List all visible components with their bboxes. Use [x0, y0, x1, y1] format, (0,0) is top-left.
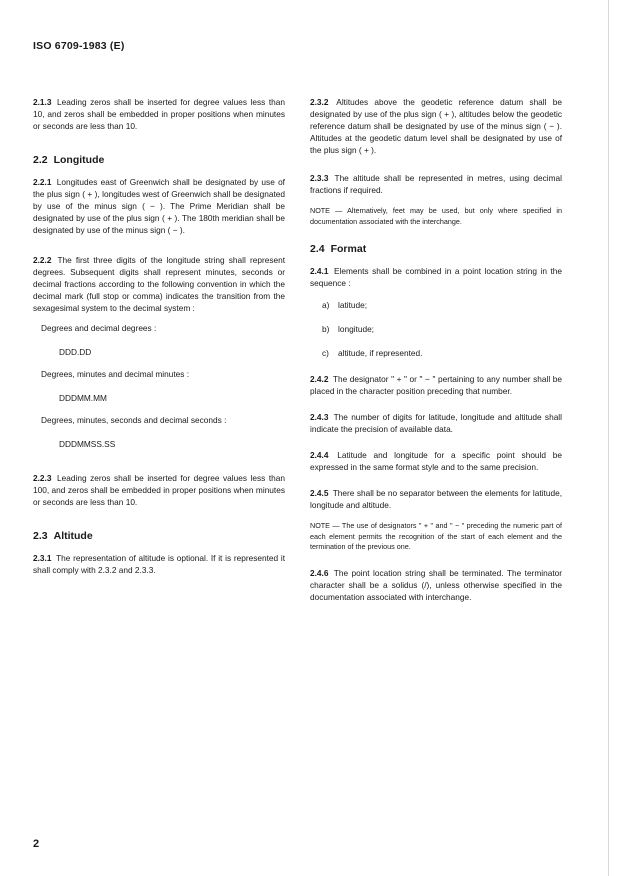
clause-2-4-2: 2.4.2 The designator " + " or " − " pertaining to any number shall be placed in the character position preceding that number.: [310, 374, 563, 396]
clause-2-2-2: 2.2.2 The first three digits of the longitude string shall represent degrees. Subsequent digits shall represent minutes, seconds or decimal fractions according to the following convention in which the decimal mark (full stop or comma) indicates the transition from the sexagesimal system to the decimal system :: [33, 255, 286, 313]
clause-2-4-3: 2.4.3 The number of digits for latitude, longitude and altitude shall indicate the precision of available data.: [310, 412, 562, 434]
format-pattern: DDD.DD: [59, 347, 92, 357]
format-label: Degrees, minutes and decimal minutes :: [41, 369, 190, 379]
format-label: Degrees and decimal degrees :: [41, 323, 157, 333]
format-label: Degrees, minutes, seconds and decimal seconds :: [41, 415, 227, 425]
section-heading-longitude: 2.2 Longitude: [33, 154, 105, 166]
note-feet: NOTE — Alternatively, feet may be used, but only where specified in documentation associated with the interchange.: [310, 206, 562, 226]
document-header: ISO 6709-1983 (E): [33, 40, 125, 52]
right-column: [310, 96, 562, 603]
format-pattern: DDDMMSS.SS: [59, 439, 116, 449]
clause-2-3-1: 2.3.1 The representation of altitude is optional. If it is represented it shall comply with 2.3.2 and 2.3.3.: [33, 553, 285, 575]
page-number: 2: [33, 838, 40, 850]
format-pattern: DDDMM.MM: [59, 393, 107, 403]
clause-2-4-6: 2.4.6 The point location string shall be terminated. The terminator character shall be a solidus (/), unless otherwise specified in the documentation associated with interchange.: [310, 567, 562, 602]
clause-2-4-4: 2.4.4 Latitude and longitude for a specific point should be expressed in the same format style and to the same precision.: [310, 450, 562, 472]
list-item: a) latitude;: [322, 300, 368, 310]
left-column: [33, 96, 285, 576]
clause-2-3-3: 2.3.3 The altitude shall be represented in metres, using decimal fractions if required.: [310, 173, 563, 195]
clause-2-4-1: 2.4.1 Elements shall be combined in a point location string in the sequence :: [310, 266, 562, 288]
section-heading-format: 2.4 Format: [310, 243, 367, 255]
clause-2-4-5: 2.4.5 There shall be no separator between the elements for latitude, longitude and altitude.: [310, 488, 562, 510]
list-item: c) altitude, if represented.: [322, 348, 423, 358]
clause-2-2-3: 2.2.3 Leading zeros shall be inserted for degree values less than 100, and zeros shall be embedded in proper positions when minutes or seconds are less than 10.: [33, 473, 286, 507]
clause-2-1-3: 2.1.3 Leading zeros shall be inserted for degree values less than 10, and zeros shall be embedded in proper positions when minutes or seconds are less than 10.: [33, 97, 286, 131]
clause-2-2-1: 2.2.1 Longitudes east of Greenwich shall be designated by use of the plus sign ( + ), longitudes west of Greenwich shall be designated by use of the minus sign ( − ). The Prime Meridian shall be designated by use of the plus sign ( + ). The 180th meridian shall be designated by use of the minus sign ( − ).: [33, 177, 285, 235]
clause-2-3-2: 2.3.2 Altitudes above the geodetic reference datum shall be designated by use of the plus sign ( + ), altitudes below the geodetic reference datum shall be designated by use of the minus sign ( − ). Altitudes at the geodetic datum level shall be designated by use of the plus sign ( + ).: [310, 97, 562, 155]
page-edge-line: [608, 0, 609, 876]
list-item: b) longitude;: [322, 324, 374, 334]
note-designators: NOTE — The use of designators " + " and " − " preceding the numeric part of each element permits the recognition of the start of each element and the termination of the previous one.: [310, 521, 562, 551]
section-heading-altitude: 2.3 Altitude: [33, 530, 93, 542]
